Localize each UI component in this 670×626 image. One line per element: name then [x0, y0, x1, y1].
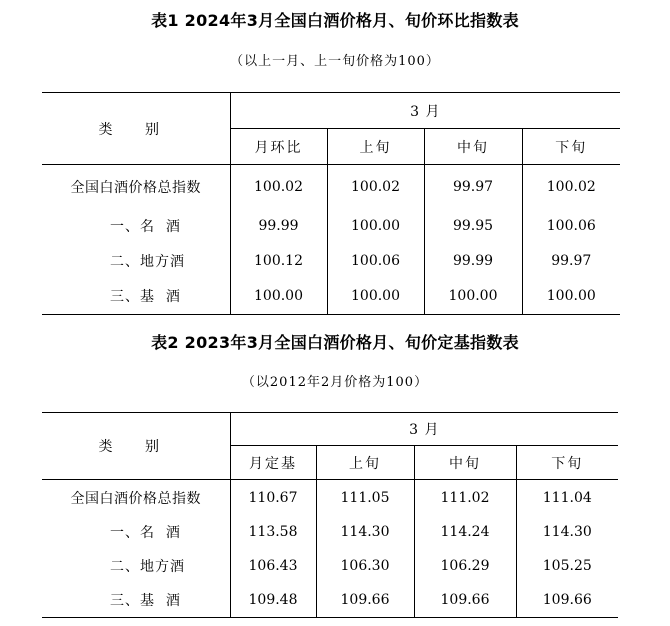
- table2-cell: 106.29: [414, 549, 516, 583]
- table1-row-label: 三、基 酒: [42, 279, 230, 315]
- table1-col-header: 上旬: [327, 129, 424, 165]
- table2-cell: 110.67: [248, 489, 298, 506]
- table2-col-header: 月定基: [230, 446, 316, 480]
- table1: [42, 92, 620, 315]
- table2-cell: 109.48: [230, 583, 316, 618]
- table2-cell: 106.43: [248, 557, 298, 574]
- table1-row-label: 一、名 酒: [42, 209, 230, 244]
- table2-month-header: 3 月: [230, 413, 618, 446]
- table2-cell: 106.30: [316, 549, 414, 583]
- table2-row-label: 一、名 酒: [42, 516, 230, 549]
- table1-col-header: 月环比: [230, 129, 327, 165]
- table1-subtitle: （以上一月、上一旬价格为100）: [230, 54, 440, 69]
- table1-cell: 100.06: [327, 244, 424, 279]
- table1-col-header: 下旬: [522, 129, 620, 165]
- table1-cell: 99.97: [424, 165, 522, 209]
- table1-cell: 100.00: [327, 279, 424, 315]
- table1-cell: 100.00: [522, 279, 620, 315]
- table1-cell: 100.00: [327, 209, 424, 244]
- table2-cell: 114.24: [414, 516, 516, 549]
- table1-title: 表1 2024年3月全国白酒价格月、旬价环比指数表: [151, 11, 519, 30]
- table2-subtitle: （以2012年2月价格为100）: [241, 375, 429, 390]
- table1-cell: 99.99: [258, 218, 299, 234]
- table1-category-header: 类 别: [42, 93, 230, 165]
- table1-cell: 100.02: [522, 165, 620, 209]
- table2-cell: 113.58: [248, 524, 298, 540]
- table2-category-header: 类 别: [42, 413, 230, 480]
- table2-cell: 105.25: [516, 549, 618, 583]
- table2-col-header: 下旬: [516, 446, 618, 480]
- table2-title: 表2 2023年3月全国白酒价格月、旬价定基指数表: [151, 333, 519, 352]
- table2-col-header: 中旬: [414, 446, 516, 480]
- table2: [42, 412, 618, 618]
- table1-cell: 100.02: [327, 165, 424, 209]
- table1-cell: 100.12: [254, 253, 303, 269]
- table2-cell: 114.30: [516, 516, 618, 549]
- table1-month-header: 3 月: [230, 93, 620, 129]
- table1-row-label: 全国白酒价格总指数: [42, 165, 230, 209]
- table2-cell: 111.02: [414, 480, 516, 516]
- table2-row-label: 全国白酒价格总指数: [42, 480, 230, 516]
- table1-cell: 100.00: [424, 279, 522, 315]
- table1-col-header: 中旬: [424, 129, 522, 165]
- table1-cell: 99.97: [522, 244, 620, 279]
- table1-cell: 99.99: [424, 244, 522, 279]
- table2-col-header: 上旬: [316, 446, 414, 480]
- table2-cell: 109.66: [414, 583, 516, 618]
- table1-cell: 100.00: [230, 279, 327, 315]
- table2-cell: 111.05: [316, 480, 414, 516]
- table2-row-label: 二、地方酒: [42, 549, 230, 583]
- table2-cell: 111.04: [516, 480, 618, 516]
- table2-cell: 114.30: [316, 516, 414, 549]
- table2-row-label: 三、基 酒: [42, 583, 230, 618]
- table1-cell: 100.06: [522, 209, 620, 244]
- table1-cell: 99.95: [424, 209, 522, 244]
- table1-row-label: 二、地方酒: [42, 244, 230, 279]
- table2-cell: 109.66: [316, 583, 414, 618]
- table1-cell: 100.02: [254, 178, 303, 195]
- table2-cell: 109.66: [516, 583, 618, 618]
